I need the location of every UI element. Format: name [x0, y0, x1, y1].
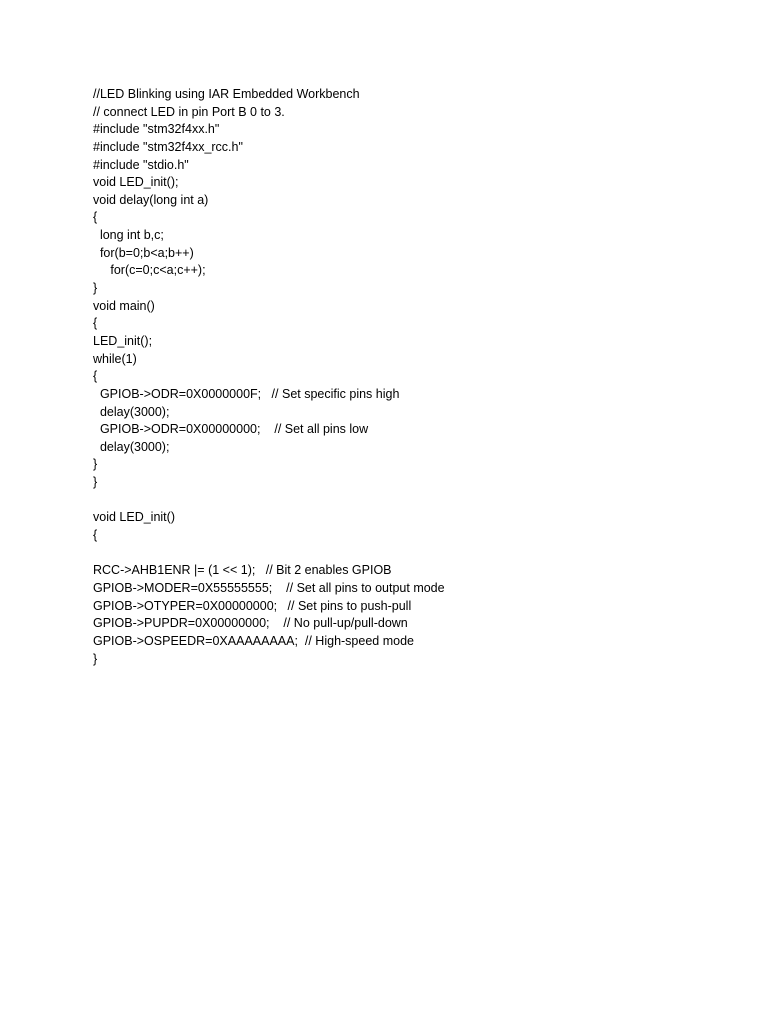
code-line: for(c=0;c<a;c++); [93, 263, 206, 278]
code-line [93, 492, 693, 510]
code-line: { [93, 316, 98, 331]
code-line: for(b=0;b<a;b++) [93, 245, 194, 260]
code-line: { [93, 528, 98, 543]
code-line: delay(3000); [93, 439, 170, 454]
code-line: { [93, 210, 98, 225]
code-line: GPIOB->OSPEEDR=0XAAAAAAAA; // High-speed mode [93, 633, 414, 648]
code-line [93, 545, 693, 563]
code-line: long int b,c; [93, 228, 164, 243]
code-line: { [93, 369, 98, 384]
code-line: #include "stm32f4xx_rcc.h" [93, 139, 243, 154]
code-line: GPIOB->ODR=0X0000000F; // Set specific pins high [93, 386, 400, 401]
code-line: void delay(long int a) [93, 192, 209, 207]
code-listing [93, 86, 693, 668]
code-line: //LED Blinking using IAR Embedded Workbench [93, 87, 360, 101]
code-line: // connect LED in pin Port B 0 to 3. [93, 104, 285, 119]
code-line: } [93, 457, 98, 472]
code-line: } [93, 475, 98, 490]
code-line: #include "stdio.h" [93, 157, 189, 172]
code-line: delay(3000); [93, 404, 170, 419]
code-line: void LED_init(); [93, 175, 179, 190]
code-line: GPIOB->PUPDR=0X00000000; // No pull-up/pull-down [93, 616, 408, 631]
code-line: void LED_init() [93, 510, 175, 525]
code-line: RCC->AHB1ENR |= (1 << 1); // Bit 2 enables GPIOB [93, 563, 392, 578]
code-line: void main() [93, 298, 155, 313]
code-line: } [93, 651, 98, 666]
code-line: GPIOB->MODER=0X55555555; // Set all pins to output mode [93, 580, 445, 595]
code-line: } [93, 281, 98, 296]
code-line: GPIOB->OTYPER=0X00000000; // Set pins to push-pull [93, 598, 412, 613]
code-line: LED_init(); [93, 333, 153, 348]
code-line: GPIOB->ODR=0X00000000; // Set all pins low [93, 422, 369, 437]
code-line: while(1) [93, 351, 137, 366]
code-line: #include "stm32f4xx.h" [93, 122, 220, 137]
